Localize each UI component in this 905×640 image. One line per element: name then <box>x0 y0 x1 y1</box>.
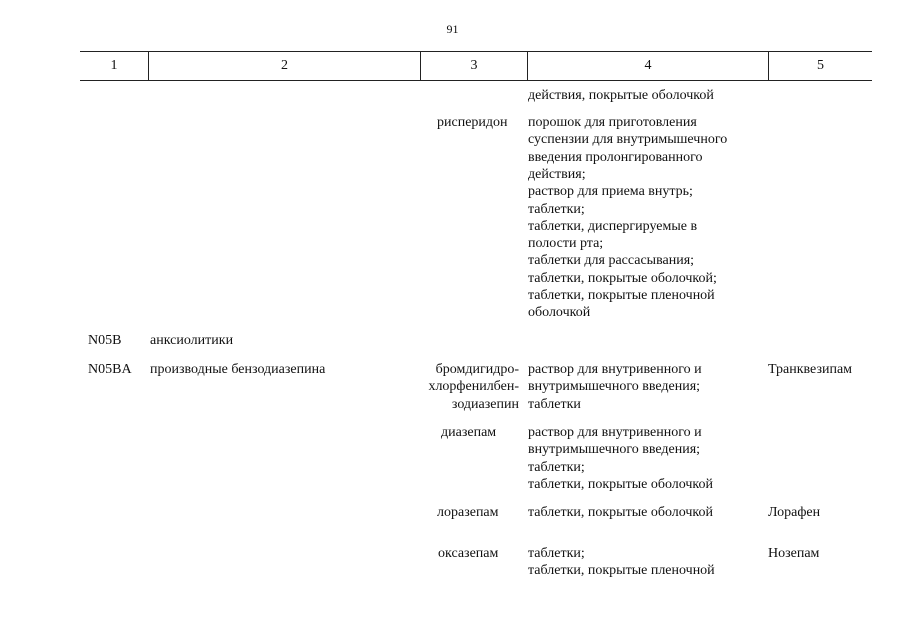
dosage-form-line: таблетки, покрытые оболочкой <box>528 476 714 492</box>
dosage-form-line: суспензии для внутримышечного <box>528 132 728 148</box>
dosage-form-line: таблетки; <box>528 459 585 475</box>
column-header-3: 3 <box>470 58 478 73</box>
atc-group-name: анксиолитики <box>150 333 234 348</box>
inn-risperidone: рисперидон <box>437 115 508 130</box>
trade-name-tranquesipam: Транквезипам <box>768 362 853 377</box>
dosage-form-line: раствор для внутривенного и <box>528 362 702 377</box>
dosage-form-line: таблетки для рассасывания; <box>528 253 695 269</box>
dosage-form-line: таблетки, покрытые пленочной <box>528 563 715 579</box>
dosage-form-line: порошок для приготовления <box>528 115 697 130</box>
dosage-form-line: введения пролонгированного <box>528 149 703 165</box>
trade-name-lorafen: Лорафен <box>768 505 821 520</box>
trade-name-nozepam: Нозепам <box>768 546 820 561</box>
table-header <box>80 51 872 81</box>
column-header-4: 4 <box>644 58 652 73</box>
dosage-form-line: внутримышечного введения; <box>528 379 701 395</box>
dosage-form-line: оболочкой <box>528 305 591 321</box>
dosage-form-line: таблетки <box>528 396 581 412</box>
inn-line: бромдигидро- <box>435 362 519 377</box>
dosage-form-line: раствор для приема внутрь; <box>528 184 693 200</box>
dosage-form-line: таблетки, покрытые пленочной <box>528 288 715 303</box>
dosage-form-line: таблетки; <box>528 201 585 217</box>
dosage-form-line: таблетки, диспергируемые в <box>528 218 698 234</box>
inn-lorazepam: лоразепам <box>437 505 499 520</box>
inn-line: хлорфенилбен- <box>428 379 519 395</box>
atc-code-n05ba: N05BA <box>88 362 132 377</box>
page-number: 91 <box>446 22 459 36</box>
atc-code-n05b: N05B <box>88 333 122 348</box>
dosage-form-line: действия; <box>528 166 586 182</box>
dosage-forms-lorazepam: таблетки, покрытые оболочкой <box>528 505 714 520</box>
dosage-form-line: таблетки; <box>528 546 585 561</box>
dosage-form-continuation: действия, покрытые оболочкой <box>528 88 714 103</box>
column-header-5: 5 <box>817 58 824 73</box>
dosage-form-line: раствор для внутривенного и <box>528 425 702 440</box>
column-header-1: 1 <box>110 58 118 73</box>
column-header-2: 2 <box>281 58 288 73</box>
dosage-form-line: полости рта; <box>528 236 604 252</box>
inn-line: зодиазепин <box>451 396 519 412</box>
dosage-form-line: внутримышечного введения; <box>528 442 701 458</box>
inn-diazepam: диазепам <box>441 425 497 440</box>
dosage-form-line: таблетки, покрытые оболочкой; <box>528 270 717 286</box>
atc-subgroup-name: производные бензодиазепина <box>150 362 326 377</box>
inn-oxazepam: оксазепам <box>438 546 499 561</box>
